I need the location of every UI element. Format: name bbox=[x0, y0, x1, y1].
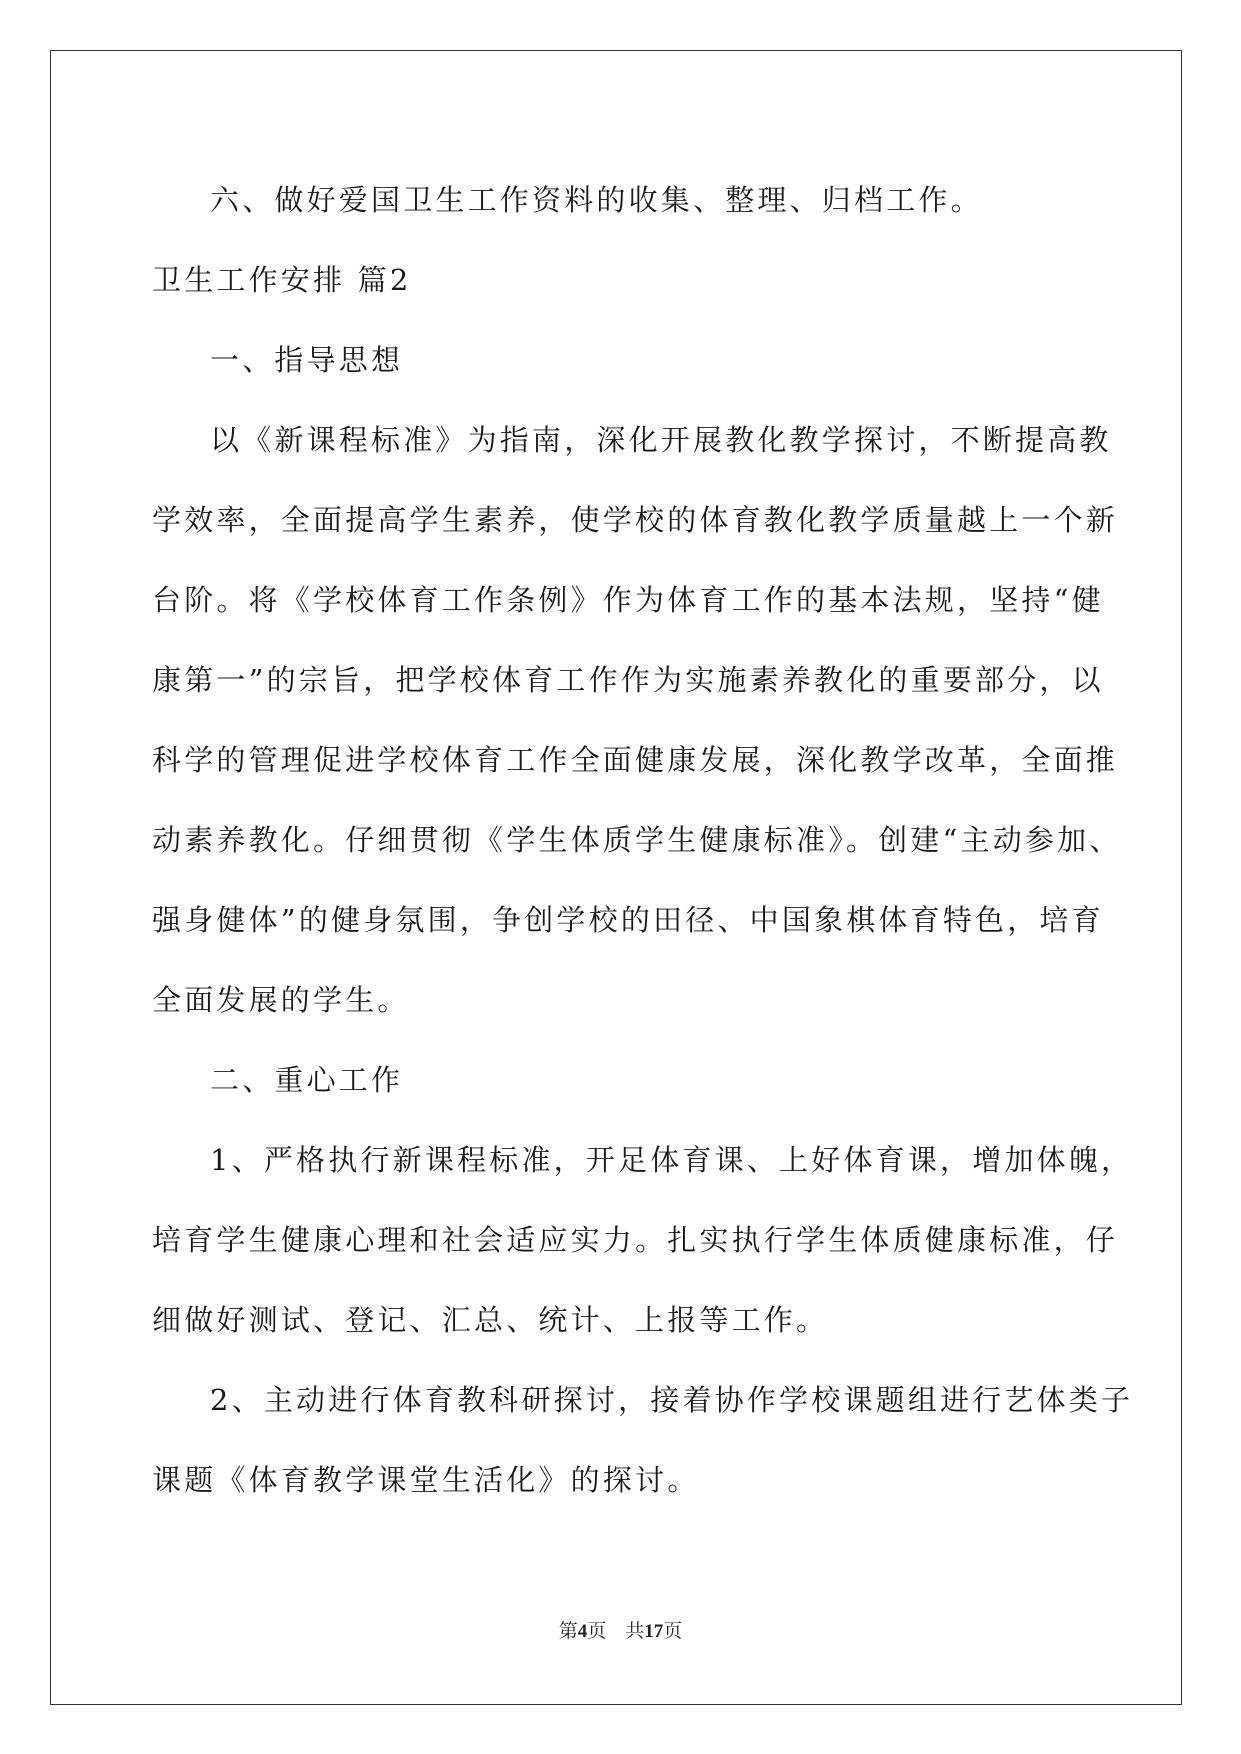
footer-page-prefix: 第 bbox=[558, 1621, 578, 1642]
paragraph-line: 以《新课程标准》为指南，深化开展教化教学探讨，不断提高教 bbox=[210, 423, 1112, 457]
item-2-line: 课题《体育教学课堂生活化》的探讨。 bbox=[152, 1463, 700, 1497]
document-body bbox=[152, 160, 1134, 1520]
section-heading-guiding-ideology: 一、指导思想 bbox=[210, 343, 404, 377]
footer-total-prefix: 共 bbox=[625, 1621, 645, 1642]
footer-total-suffix: 页 bbox=[663, 1621, 683, 1642]
paragraph-line: 强身健体”的健身氛围，争创学校的田径、中国象棋体育特色，培育 bbox=[152, 903, 1104, 937]
section-heading-key-work: 二、重心工作 bbox=[210, 1063, 404, 1097]
page-footer bbox=[0, 1616, 1241, 1643]
paragraph-line: 全面发展的学生。 bbox=[152, 983, 410, 1017]
item-1-line: 培育学生健康心理和社会适应实力。扎实执行学生体质健康标准，仔 bbox=[152, 1223, 1119, 1257]
paragraph-line: 台阶。将《学校体育工作条例》作为体育工作的基本法规，坚持“健 bbox=[152, 583, 1104, 617]
footer-page-suffix: 页 bbox=[587, 1621, 607, 1642]
section-6-line: 六、做好爱国卫生工作资料的收集、整理、归档工作。 bbox=[210, 183, 983, 217]
item-1-line: 1、严格执行新课程标准，开足体育课、上好体育课，增加体魄， bbox=[210, 1143, 1134, 1177]
item-2-line: 2、主动进行体育教科研探讨，接着协作学校课题组进行艺体类子 bbox=[210, 1383, 1134, 1417]
paragraph-line: 学效率，全面提高学生素养，使学校的体育教化教学质量越上一个新 bbox=[152, 503, 1119, 537]
paragraph-line: 科学的管理促进学校体育工作全面健康发展，深化教学改革，全面推 bbox=[152, 743, 1119, 777]
article-heading: 卫生工作安排 篇2 bbox=[152, 263, 412, 297]
paragraph-line: 动素养教化。仔细贯彻《学生体质学生健康标准》。创建“主动参加、 bbox=[152, 823, 1122, 857]
footer-total-pages: 17 bbox=[644, 1621, 664, 1642]
footer-page-number: 4 bbox=[577, 1621, 588, 1642]
item-1-line: 细做好测试、登记、汇总、统计、上报等工作。 bbox=[152, 1303, 829, 1337]
paragraph-line: 康第一”的宗旨，把学校体育工作作为实施素养教化的重要部分，以 bbox=[152, 663, 1104, 697]
